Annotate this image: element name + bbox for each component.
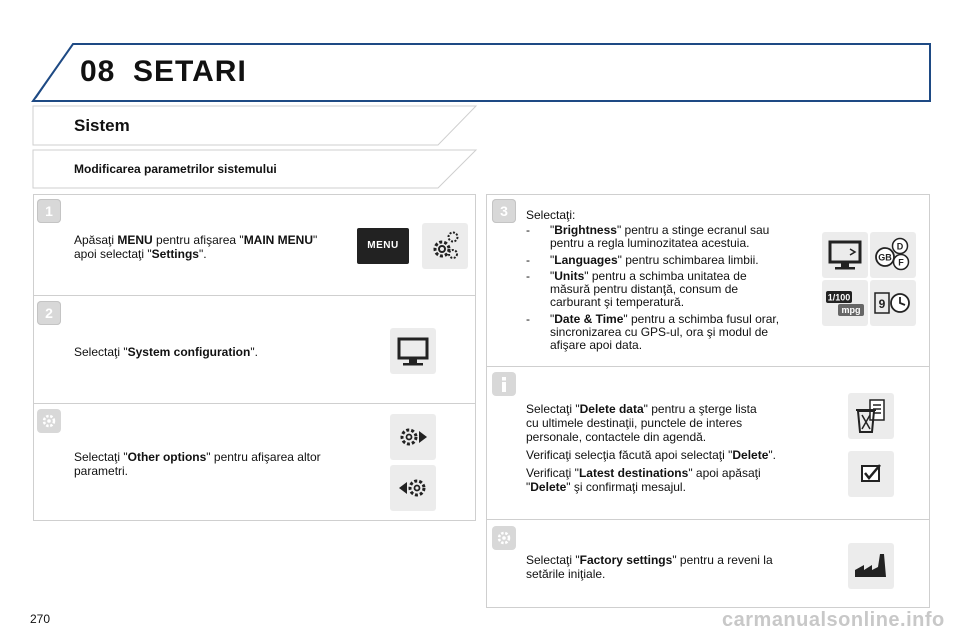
- step-3-item-date-time: - "Date & Time" pentru a schimba fusul orar, sincronizarea cu GPS-ul, ora şi modul de afişare apoi data.: [526, 312, 780, 352]
- info-badge-icon: [492, 372, 516, 396]
- step-3-badge: 3: [492, 199, 516, 223]
- subsection-title: Modificarea parametrilor sistemului: [74, 162, 277, 176]
- chapter-title: SETARI: [133, 55, 247, 88]
- tip-2-gear-icon: [492, 526, 516, 550]
- step-3-intro: Selectaţi:: [526, 208, 576, 222]
- step-1-text: Apăsaţi MENU pentru afişarea "MAIN MENU" apoi selectaţi "Settings".: [74, 233, 318, 261]
- factory-icon[interactable]: [848, 543, 894, 589]
- language-flags-icon[interactable]: [870, 232, 916, 278]
- step-3-item-units: - "Units" pentru a schimba unitatea de măsură pentru distanţă, consum de carburant şi temperatură.: [526, 269, 747, 309]
- delete-list-icon[interactable]: [848, 393, 894, 439]
- watermark: carmanualsonline.info: [722, 609, 945, 631]
- menu-button[interactable]: MENU: [357, 228, 409, 264]
- right-divider-1: [486, 366, 930, 367]
- left-divider-1: [33, 295, 476, 296]
- left-divider-2: [33, 403, 476, 404]
- gears-icon[interactable]: [422, 223, 468, 269]
- step-2-text: Selectaţi "System configuration".: [74, 345, 258, 359]
- svg-text:9: 9: [878, 297, 886, 311]
- tip-1-gear-icon: [37, 409, 61, 433]
- step-3-item-brightness: - "Brightness" pentru a stinge ecranul sau pentru a regla luminozitatea acestuia.: [526, 223, 770, 250]
- units-label-mpg: mpg: [841, 305, 861, 315]
- tip-1-text: Selectaţi "Other options" pentru afişarea altor parametri.: [74, 450, 321, 478]
- tip-2-text: Selectaţi "Factory settings" pentru a reveni la setările iniţiale.: [526, 553, 773, 581]
- units-label-1-100: 1/100: [827, 292, 851, 303]
- info-text: Selectaţi "Delete data" pentru a şterge lista cu ultimele destinaţii, punctele de interes personale, contactele din agendă. Verificaţi selecţia făcută apoi selectaţi "Delete". Verificaţi "Latest destinations" apoi apăsaţi "Delete" şi confirmaţi mesajul.: [526, 402, 776, 494]
- monitor-icon[interactable]: [390, 328, 436, 374]
- gear-arrow-left-icon[interactable]: [390, 465, 436, 511]
- page-number: 270: [30, 612, 51, 626]
- date-time-icon[interactable]: [870, 280, 916, 326]
- step-2-badge: 2: [37, 301, 61, 325]
- language-code-gb: GB: [878, 252, 892, 263]
- language-code-d: D: [896, 241, 904, 252]
- brightness-monitor-icon[interactable]: [822, 232, 868, 278]
- chapter-number: 08: [80, 55, 116, 88]
- step-3-item-languages: - "Languages" pentru schimbarea limbii.: [526, 253, 759, 267]
- language-code-f: F: [898, 257, 904, 268]
- step-1-badge: 1: [37, 199, 61, 223]
- gear-arrow-right-icon[interactable]: [390, 414, 436, 460]
- units-icon[interactable]: [822, 280, 868, 326]
- right-divider-2: [486, 519, 930, 520]
- section-title: Sistem: [74, 116, 130, 135]
- checkbox-icon[interactable]: [848, 451, 894, 497]
